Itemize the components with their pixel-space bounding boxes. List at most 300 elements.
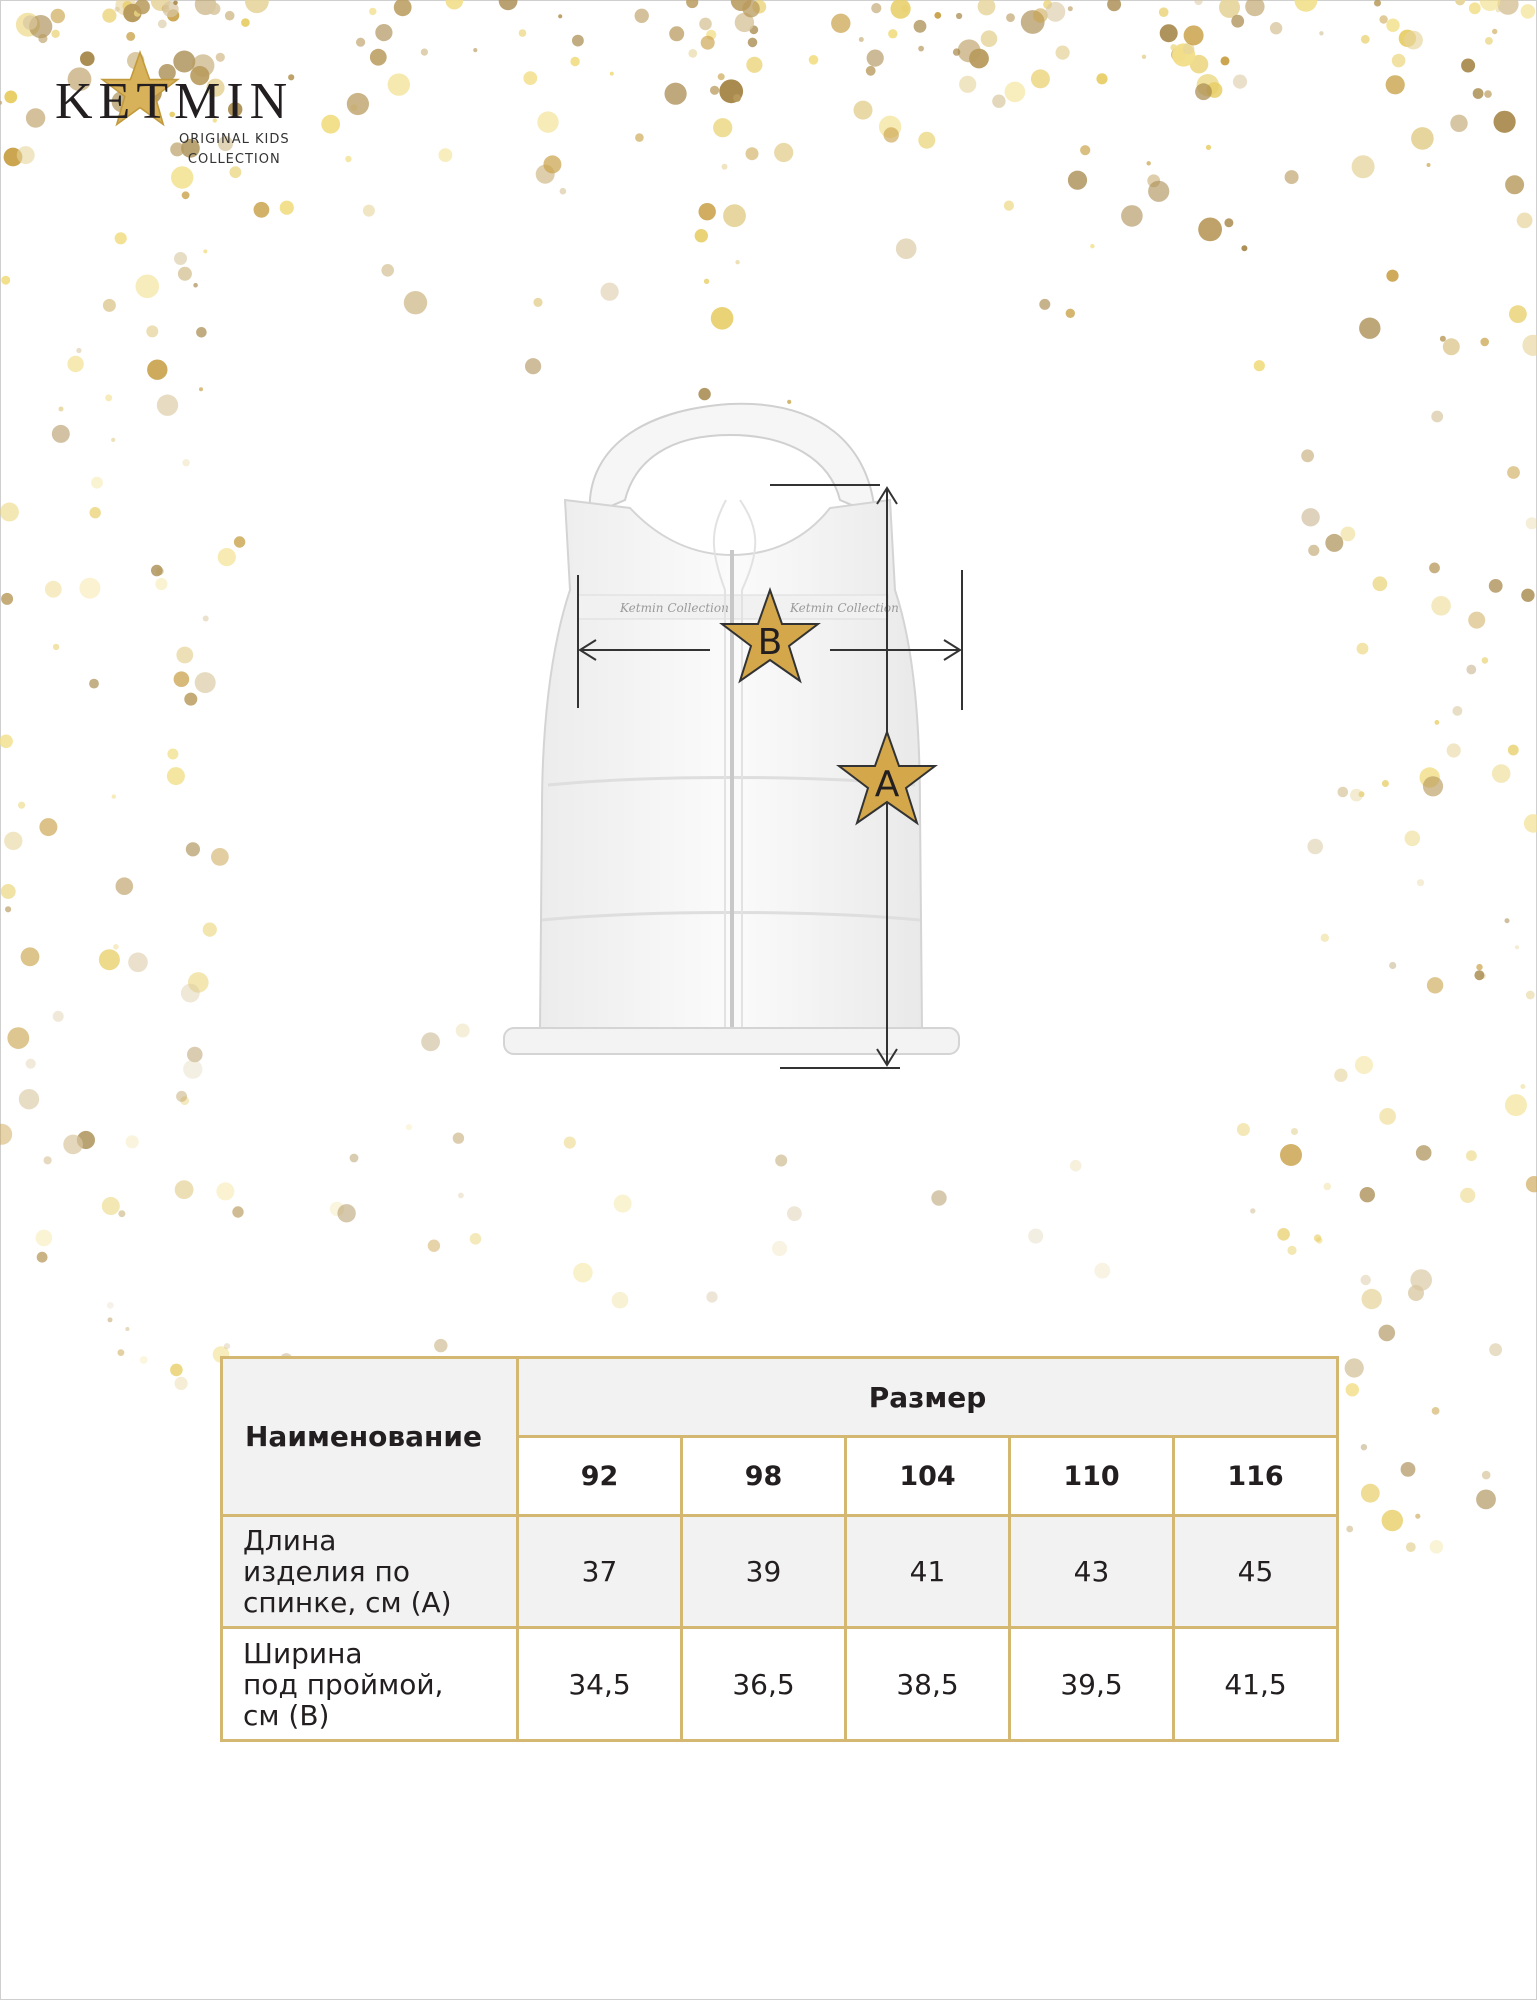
confetti-dot <box>746 57 762 73</box>
confetti-dot <box>1324 1183 1332 1191</box>
confetti-dot <box>356 38 365 47</box>
confetti-dot <box>59 407 64 412</box>
confetti-dot <box>695 229 708 242</box>
confetti-dot <box>1270 22 1282 34</box>
size-col-header: 104 <box>846 1437 1010 1516</box>
confetti-dot <box>953 48 960 55</box>
brand-logo <box>55 50 315 170</box>
confetti-dot <box>1046 2 1066 22</box>
confetti-dot <box>203 923 217 937</box>
confetti-dot <box>665 83 687 105</box>
confetti-dot <box>147 360 167 380</box>
confetti-dot <box>1291 1128 1298 1135</box>
confetti-dot <box>199 387 203 391</box>
table-cell: 39 <box>682 1516 846 1628</box>
confetti-dot <box>181 984 200 1003</box>
confetti-dot <box>896 238 917 259</box>
confetti-dot <box>1521 589 1534 602</box>
table-cell: 45 <box>1174 1516 1338 1628</box>
confetti-dot <box>0 1124 12 1145</box>
confetti-dot <box>1096 73 1107 84</box>
confetti-dot <box>1334 1069 1347 1082</box>
confetti-dot <box>1505 1094 1527 1116</box>
confetti-dot <box>1468 612 1485 629</box>
confetti-dot <box>44 1156 52 1164</box>
confetti-dot <box>1411 127 1434 150</box>
confetti-dot <box>809 55 819 65</box>
confetti-dot <box>146 325 158 337</box>
marker-a-label: A <box>874 764 900 805</box>
table-row <box>222 1516 1338 1628</box>
row-label-line: под проймой, <box>243 1667 444 1701</box>
confetti-dot <box>1423 776 1443 796</box>
confetti-dot <box>1148 181 1169 202</box>
confetti-dot <box>1160 24 1178 42</box>
confetti-dot <box>746 147 759 160</box>
confetti-dot <box>105 394 112 401</box>
confetti-dot <box>0 503 19 522</box>
confetti-dot <box>635 9 649 23</box>
confetti-dot <box>456 1024 470 1038</box>
confetti-dot <box>90 507 101 518</box>
confetti-dot <box>1233 75 1247 89</box>
confetti-dot <box>570 57 579 66</box>
confetti-dot <box>51 30 59 38</box>
confetti-dot <box>1194 0 1202 5</box>
confetti-dot <box>711 307 734 330</box>
confetti-dot <box>1405 831 1421 847</box>
confetti-dot <box>1389 962 1396 969</box>
confetti-dot <box>1443 338 1460 355</box>
confetti-dot <box>699 18 712 31</box>
confetti-dot <box>439 148 453 162</box>
confetti-dot <box>1379 15 1387 23</box>
confetti-dot <box>1346 1526 1353 1533</box>
confetti-dot <box>859 37 864 42</box>
confetti-dot <box>1508 745 1519 756</box>
confetti-dot <box>1450 115 1467 132</box>
confetti-dot <box>1466 1150 1477 1161</box>
confetti-dot <box>350 1154 359 1163</box>
confetti-dot <box>345 156 351 162</box>
confetti-dot <box>525 358 541 374</box>
confetti-dot <box>519 29 527 37</box>
confetti-dot <box>560 188 567 195</box>
confetti-dot <box>959 76 976 93</box>
confetti-dot <box>1206 145 1211 150</box>
confetti-dot <box>1005 82 1026 103</box>
confetti-dot <box>854 101 873 120</box>
confetti-dot <box>1492 29 1497 34</box>
confetti-dot <box>1431 596 1451 616</box>
confetti-dot <box>1237 1123 1250 1136</box>
confetti-dot <box>710 86 719 95</box>
confetti-dot <box>51 9 65 23</box>
name-column-header: Наименование <box>222 1358 518 1516</box>
confetti-dot <box>1254 360 1265 371</box>
confetti-dot <box>1361 35 1370 44</box>
confetti-dot <box>254 202 270 218</box>
tagline-line-2: COLLECTION <box>187 152 281 167</box>
confetti-dot <box>1521 4 1536 19</box>
confetti-dot <box>706 1291 717 1302</box>
confetti-dot <box>26 1059 36 1069</box>
confetti-dot <box>112 794 116 798</box>
confetti-dot <box>1507 466 1520 479</box>
confetti-dot <box>175 1377 188 1390</box>
confetti-dot <box>183 1060 202 1079</box>
confetti-dot <box>1090 244 1094 248</box>
confetti-dot <box>128 953 148 973</box>
confetti-dot <box>1352 155 1375 178</box>
confetti-dot <box>1404 31 1423 50</box>
confetti-dot <box>53 644 59 650</box>
confetti-dot <box>1517 213 1533 229</box>
confetti-dot <box>38 34 47 43</box>
vest-tape-text-1: Ketmin Collection <box>620 601 729 615</box>
confetti-dot <box>193 283 198 288</box>
confetti-dot <box>125 1327 129 1331</box>
confetti-dot <box>1362 1289 1382 1309</box>
table-cell: 39,5 <box>1010 1628 1174 1741</box>
confetti-dot <box>1489 579 1503 593</box>
confetti-dot <box>918 46 924 52</box>
confetti-dot <box>52 425 70 443</box>
confetti-dot <box>718 73 725 80</box>
confetti-dot <box>871 3 881 13</box>
confetti-dot <box>176 1091 187 1102</box>
confetti-dot <box>1382 780 1389 787</box>
confetti-dot <box>1522 335 1537 356</box>
confetti-dot <box>1341 527 1356 542</box>
confetti-dot <box>1004 201 1014 211</box>
confetti-dot <box>1382 1510 1403 1531</box>
confetti-dot <box>91 477 103 489</box>
confetti-dot <box>1245 0 1264 16</box>
size-col-header: 92 <box>518 1437 682 1516</box>
confetti-dot <box>234 536 245 547</box>
confetti-dot <box>1241 245 1247 251</box>
confetti-dot <box>1287 1246 1296 1255</box>
confetti-dot <box>978 0 996 15</box>
confetti-dot <box>992 95 1005 108</box>
table-cell: 38,5 <box>846 1628 1010 1741</box>
confetti-dot <box>1482 657 1489 664</box>
confetti-dot <box>280 201 294 215</box>
confetti-dot <box>775 1155 787 1167</box>
confetti-dot <box>1195 83 1212 100</box>
confetti-dot <box>774 143 793 162</box>
confetti-dot <box>1250 1208 1255 1213</box>
confetti-dot <box>473 48 477 52</box>
confetti-dot <box>1461 59 1475 73</box>
confetti-dot <box>742 0 759 17</box>
confetti-dot <box>36 1230 53 1247</box>
confetti-dot <box>1526 1176 1537 1192</box>
confetti-dot <box>1476 1490 1496 1510</box>
confetti-dot <box>1373 576 1388 591</box>
confetti-dot <box>735 260 739 264</box>
table-row <box>222 1628 1338 1741</box>
confetti-dot <box>1338 787 1349 798</box>
confetti-dot <box>126 32 135 41</box>
confetti-dot <box>115 7 120 12</box>
confetti-dot <box>218 548 236 566</box>
confetti-dot <box>37 1252 48 1263</box>
confetti-dot <box>1416 1145 1432 1161</box>
confetti-dot <box>113 944 119 950</box>
row-label-line: Длина <box>243 1524 337 1557</box>
confetti-dot <box>241 18 250 27</box>
confetti-dot <box>1392 54 1406 68</box>
table-cell: 43 <box>1010 1516 1174 1628</box>
confetti-dot <box>184 693 197 706</box>
confetti-dot <box>635 133 644 142</box>
confetti-dot <box>612 1292 629 1309</box>
confetti-dot <box>1277 1228 1290 1241</box>
confetti-dot <box>1515 945 1519 949</box>
confetti-dot <box>404 291 427 314</box>
confetti-dot <box>428 1240 440 1252</box>
confetti-dot <box>1361 1275 1371 1285</box>
confetti-dot <box>203 616 209 622</box>
confetti-dot <box>1301 508 1319 526</box>
confetti-dot <box>232 1206 243 1217</box>
confetti-dot <box>918 132 935 149</box>
confetti-dot <box>1460 1188 1475 1203</box>
confetti-dot <box>155 578 167 590</box>
confetti-dot <box>1224 218 1233 227</box>
confetti-dot <box>196 327 207 338</box>
confetti-dot <box>174 252 187 265</box>
confetti-dot <box>1427 163 1431 167</box>
table-cell: 34,5 <box>518 1628 682 1741</box>
confetti-dot <box>421 49 428 56</box>
confetti-dot <box>140 1356 148 1364</box>
confetti-dot <box>337 1204 355 1222</box>
confetti-dot <box>1068 6 1073 11</box>
confetti-dot <box>347 93 369 115</box>
confetti-dot <box>558 14 562 18</box>
table-cell: 37 <box>518 1516 682 1628</box>
brand-tagline <box>179 130 290 170</box>
size-col-header: 116 <box>1174 1437 1338 1516</box>
confetti-dot <box>1379 1325 1396 1342</box>
confetti-dot <box>1319 31 1323 35</box>
confetti-dot <box>1406 1542 1416 1552</box>
confetti-dot <box>178 267 192 281</box>
confetti-dot <box>195 672 216 693</box>
confetti-dot <box>1408 1285 1424 1301</box>
confetti-dot <box>167 749 178 760</box>
row-label-length <box>222 1516 518 1628</box>
confetti-dot <box>1198 218 1222 242</box>
confetti-dot <box>1285 170 1299 184</box>
confetti-dot <box>1497 0 1518 15</box>
brand-wordmark: KETMIN <box>55 73 294 130</box>
confetti-dot <box>1473 88 1484 99</box>
confetti-dot <box>523 71 537 85</box>
confetti-dot <box>446 0 464 10</box>
confetti-dot <box>1070 1160 1082 1172</box>
marker-b-label: B <box>757 622 783 663</box>
row-label-line: изделия по <box>243 1555 410 1588</box>
confetti-dot <box>21 947 40 966</box>
confetti-dot <box>1 593 13 605</box>
confetti-dot <box>116 877 134 895</box>
vest-hood <box>590 404 875 515</box>
table-header-row <box>222 1358 1338 1437</box>
confetti-dot <box>748 38 758 48</box>
confetti-dot <box>203 249 207 253</box>
confetti-dot <box>701 36 715 50</box>
confetti-dot <box>7 1027 29 1049</box>
confetti-dot <box>0 101 2 105</box>
confetti-dot <box>1 276 10 285</box>
confetti-dot <box>4 832 22 850</box>
confetti-dot <box>421 1032 440 1051</box>
confetti-dot <box>115 232 127 244</box>
confetti-dot <box>182 191 190 199</box>
confetti-dot <box>156 567 164 575</box>
confetti-dot <box>1509 305 1527 323</box>
confetti-dot <box>931 1190 946 1205</box>
confetti-dot <box>1184 25 1204 45</box>
confetti-dot <box>63 1135 83 1155</box>
confetti-dot <box>211 848 229 866</box>
confetti-dot <box>1520 1084 1525 1089</box>
vest-hem <box>504 1028 959 1054</box>
confetti-dot <box>1295 0 1318 12</box>
confetti-dot <box>0 735 13 749</box>
confetti-dot <box>173 1 178 6</box>
confetti-dot <box>1415 1514 1420 1519</box>
confetti-dot <box>866 66 876 76</box>
confetti-dot <box>434 1339 447 1352</box>
confetti-dot <box>394 0 412 16</box>
confetti-dot <box>321 115 340 134</box>
confetti-dot <box>1524 814 1537 833</box>
confetti-dot <box>699 203 716 220</box>
confetti-dot <box>722 164 728 170</box>
confetti-dot <box>831 14 850 33</box>
confetti-dot <box>1466 665 1476 675</box>
confetti-dot <box>1039 299 1050 310</box>
confetti-dot <box>107 1302 114 1309</box>
confetti-dot <box>39 818 57 836</box>
confetti-dot <box>208 3 220 15</box>
confetti-dot <box>1429 563 1440 574</box>
confetti-dot <box>1121 205 1143 227</box>
confetti-dot <box>1350 789 1363 802</box>
row-label-line: спинке, см (А) <box>243 1586 452 1619</box>
confetti-dot <box>182 459 189 466</box>
confetti-dot <box>1056 46 1070 60</box>
confetti-dot <box>1321 934 1329 942</box>
confetti-dot <box>1094 1263 1110 1279</box>
confetti-dot <box>934 12 941 19</box>
confetti-dot <box>1453 706 1463 716</box>
confetti-dot <box>4 91 17 104</box>
confetti-dot <box>118 1210 125 1217</box>
confetti-dot <box>67 356 83 372</box>
confetti-dot <box>175 1180 194 1199</box>
confetti-dot <box>1360 1187 1375 1202</box>
confetti-dot <box>914 20 927 33</box>
confetti-dot <box>573 1263 593 1283</box>
confetti-dot <box>1505 175 1524 194</box>
confetti-dot <box>1107 0 1121 11</box>
confetti-dot <box>1221 56 1230 65</box>
confetti-dot <box>363 205 375 217</box>
tagline-line-1: ORIGINAL KIDS <box>179 132 290 147</box>
confetti-dot <box>1484 90 1492 98</box>
table-cell: 36,5 <box>682 1628 846 1741</box>
size-col-header: 98 <box>682 1437 846 1516</box>
vest-tape-text-2: Ketmin Collection <box>790 601 899 615</box>
confetti-dot <box>79 578 100 599</box>
confetti-dot <box>1435 720 1440 725</box>
confetti-dot <box>1346 1383 1359 1396</box>
confetti-dot <box>1307 839 1323 855</box>
confetti-dot <box>981 30 998 47</box>
confetti-dot <box>118 1349 125 1356</box>
confetti-dot <box>1401 1462 1416 1477</box>
confetti-dot <box>1474 970 1484 980</box>
table-cell: 41 <box>846 1516 1010 1628</box>
confetti-dot <box>688 49 697 58</box>
confetti-dot <box>1526 517 1537 529</box>
confetti-dot <box>1361 1444 1367 1450</box>
confetti-dot <box>245 0 269 13</box>
confetti-dot <box>1492 764 1511 783</box>
confetti-dot <box>370 49 387 66</box>
confetti-dot <box>1359 318 1380 339</box>
confetti-dot <box>186 842 200 856</box>
confetti-dot <box>1482 1471 1491 1480</box>
confetti-dot <box>1 884 16 899</box>
confetti-dot <box>969 49 989 69</box>
confetti-dot <box>1006 13 1015 22</box>
confetti-dot <box>1066 309 1075 318</box>
confetti-dot <box>126 1135 139 1148</box>
confetti-dot <box>1031 69 1050 88</box>
confetti-dot <box>1080 145 1090 155</box>
confetti-dot <box>369 8 376 15</box>
confetti-dot <box>102 1197 120 1215</box>
confetti-dot <box>1147 161 1151 165</box>
confetti-dot <box>1301 449 1314 462</box>
confetti-dot <box>136 275 160 299</box>
confetti-dot <box>564 1137 576 1149</box>
confetti-dot <box>1159 7 1169 17</box>
confetti-dot <box>1231 15 1244 28</box>
confetti-dot <box>601 283 619 301</box>
confetti-dot <box>170 1364 183 1377</box>
confetti-dot <box>1432 1407 1440 1415</box>
confetti-dot <box>470 1233 482 1245</box>
confetti-dot <box>1280 1144 1302 1166</box>
confetti-dot <box>713 118 732 137</box>
confetti-dot <box>614 1195 632 1213</box>
confetti-dot <box>533 298 542 307</box>
confetti-dot <box>1325 534 1343 552</box>
confetti-dot <box>225 11 235 21</box>
confetti-dot <box>1447 743 1461 757</box>
confetti-dot <box>1386 75 1405 94</box>
confetti-dot <box>1455 0 1465 5</box>
confetti-dot <box>1485 37 1493 45</box>
